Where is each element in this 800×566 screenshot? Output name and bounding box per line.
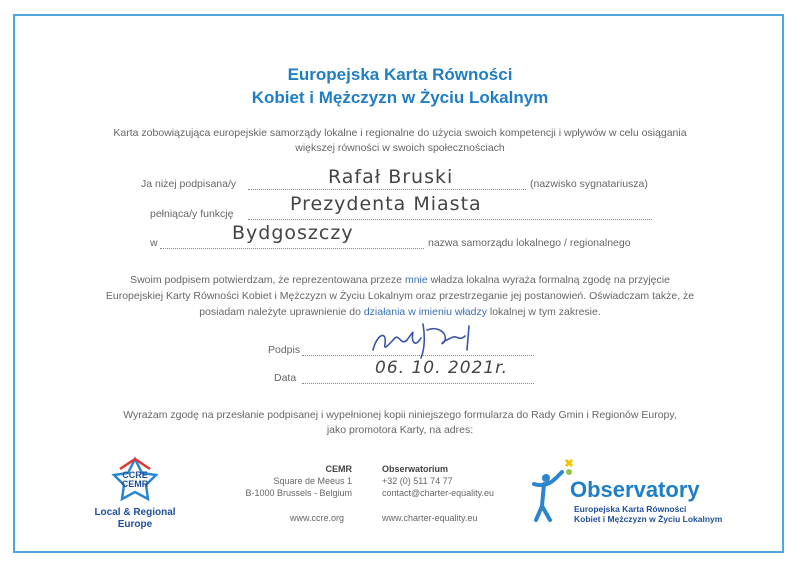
signatory-value: Rafał Bruski xyxy=(328,166,454,188)
cemr-address-block xyxy=(222,463,352,499)
statement-line-1: Swoim podpisem potwierdzam, że reprezentowana przeze mnie władza lokalna wyraża formalną zgodę na przyjęcie xyxy=(130,274,670,286)
in-line xyxy=(160,248,424,249)
observatory-logo-title: Observatory xyxy=(570,477,700,502)
cemr-address-1: Square de Meeus 1 xyxy=(273,476,352,486)
date-line xyxy=(302,383,534,384)
consent-line-1: Wyrażam zgodę na przesłanie podpisanej i wypełnionej kopii niniejszego formularza do Rady Gmin i Regionów Europy, xyxy=(123,409,677,421)
observatory-email[interactable]: contact@charter-equality.eu xyxy=(382,488,495,498)
date-label: Data xyxy=(274,372,297,384)
observatory-logo xyxy=(528,458,728,538)
sign-label: Podpis xyxy=(268,344,301,356)
in-label: w xyxy=(150,237,158,249)
function-line xyxy=(248,219,652,220)
observatory-logo-sub1: Europejska Karta Równości xyxy=(574,504,687,514)
observatory-phone: +32 (0) 511 74 77 xyxy=(382,476,453,486)
function-label: pełniąca/y funkcję xyxy=(150,208,234,220)
ccre-cemr-logo xyxy=(80,455,190,535)
cemr-url[interactable]: www.ccre.org xyxy=(289,513,344,523)
signatory-label: Ja niżej podpisana/y xyxy=(141,178,237,190)
statement-line-2: Europejskiej Karty Równości Kobiet i Mężczyzn w Życiu Lokalnym oraz przestrzeganie jej postanowień. Oświadczam także, że xyxy=(105,290,695,302)
handwritten-signature xyxy=(365,320,495,360)
observatory-name: Obserwatorium xyxy=(382,464,449,474)
in-value: Bydgoszczy xyxy=(232,222,354,244)
intro-line-1: Karta zobowiązująca europejskie samorządy lokalne i regionalne do użycia swoich kompetencji i wpływów w celu osiągania xyxy=(113,127,687,139)
observatory-url[interactable]: www.charter-equality.eu xyxy=(382,513,478,523)
ccre-caption-2: Europe xyxy=(117,519,153,530)
ccre-caption-1: Local & Regional xyxy=(94,507,176,518)
signatory-suffix: (nazwisko sygnatariusza) xyxy=(530,178,648,190)
ccre-logo-line2: CEMR xyxy=(121,479,149,489)
intro-line-2: większej równości w swoich społecznościach xyxy=(295,142,505,154)
cemr-name: CEMR xyxy=(325,464,352,474)
title-line-1: Europejska Karta Równości xyxy=(287,65,513,84)
ccre-logo-line1: CCRE xyxy=(122,470,148,480)
cemr-address-2: B-1000 Brussels - Belgium xyxy=(245,488,352,498)
in-suffix: nazwa samorządu lokalnego / regionalnego xyxy=(428,237,631,249)
consent-line-2: jako promotora Karty, na adres: xyxy=(326,424,474,436)
function-value: Prezydenta Miasta xyxy=(290,193,482,215)
observatory-logo-sub2: Kobiet i Mężczyzn w Życiu Lokalnym xyxy=(574,514,723,524)
signatory-line xyxy=(248,189,526,190)
observatory-address-block xyxy=(382,463,532,499)
statement-line-3: posiadam należyte uprawnienie do działania w imieniu władzy lokalnej w tym zakresie. xyxy=(199,306,601,318)
date-value: 06. 10. 2021r. xyxy=(375,358,508,378)
title-line-2: Kobiet i Mężczyzn w Życiu Lokalnym xyxy=(251,88,549,107)
